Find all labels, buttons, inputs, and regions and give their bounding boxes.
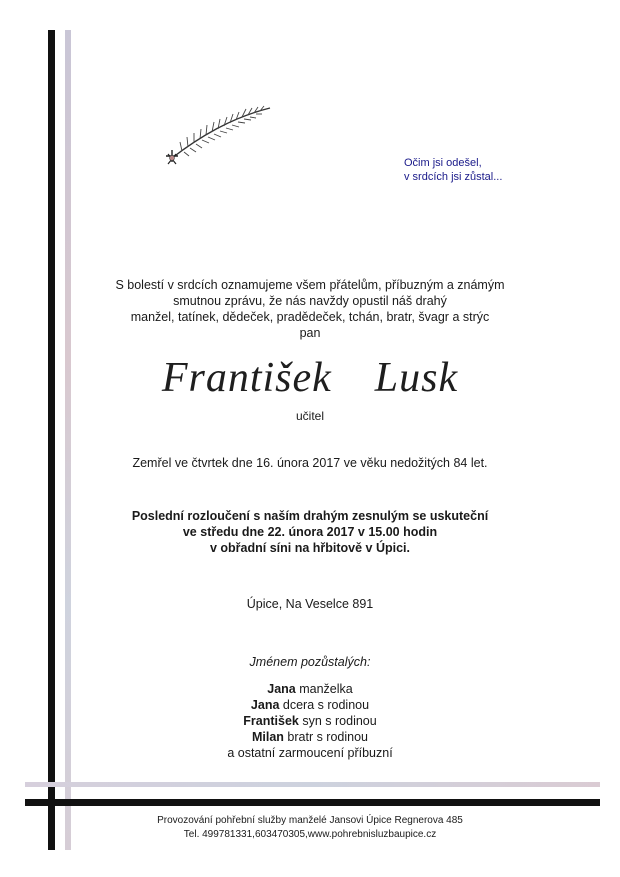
death-notice: Zemřel ve čtvrtek dne 16. února 2017 ve věku nedožitých 84 let. — [132, 456, 488, 470]
intro-line: smutnou zprávu, že nás navždy opustil náš drahý — [173, 294, 447, 308]
deceased-occupation: učitel — [295, 409, 324, 423]
epitaph-quote — [404, 156, 502, 184]
footer-line: Tel. 499781331,603470305,www.pohrebnisluzbaupice.cz — [183, 829, 437, 840]
mourner-relation: bratr s rodinou — [287, 730, 369, 744]
intro-line: manžel, tatínek, dědeček, pradědeček, tchán, bratr, švagr a strýc — [130, 310, 490, 324]
funeral-details — [0, 508, 620, 556]
mourner-item — [0, 681, 620, 697]
mourner-relation: manželka — [299, 682, 353, 696]
quote-line: v srdcích jsi zůstal... — [404, 171, 503, 183]
mourner-name: Jana — [250, 698, 280, 712]
on-behalf-heading: Jménem pozůstalých: — [249, 655, 371, 669]
deceased-name: František Lusk — [161, 355, 459, 401]
mourner-name: Milan — [251, 730, 284, 744]
mourner-item — [0, 713, 620, 729]
quote-line: Očim jsi odešel, — [404, 157, 482, 169]
funeral-line: ve středu dne 22. února 2017 v 15.00 hodin — [182, 525, 438, 539]
family-address: Úpice, Na Veselce 891 — [246, 597, 374, 611]
footer-line: Provozování pohřební služby manželé Jansovi Úpice Regnerova 485 — [157, 815, 463, 826]
mourner-item — [0, 729, 620, 745]
mourner-relation: syn s rodinou — [302, 714, 377, 728]
funeral-line: Poslední rozloučení s naším drahým zesnulým se uskuteční — [131, 509, 489, 523]
mourner-item — [0, 697, 620, 713]
intro-line: pan — [299, 326, 321, 340]
mourner-name: František — [243, 714, 299, 728]
horizontal-border-black — [25, 799, 600, 806]
horizontal-border-gray — [25, 782, 600, 787]
funeral-line: v obřadní síni na hřbitově v Úpici. — [209, 541, 411, 555]
funeral-service-footer — [0, 814, 620, 842]
mourner-relation: dcera s rodinou — [282, 698, 370, 712]
intro-line: S bolestí v srdcích oznamujeme všem přátelům, příbuzným a známým — [115, 278, 505, 292]
feather-icon — [158, 100, 276, 172]
mourners-closing: a ostatní zarmoucení příbuzní — [227, 746, 393, 760]
announcement-intro — [0, 277, 620, 341]
mourners-list — [0, 681, 620, 761]
mourner-name: Jana — [267, 682, 296, 696]
